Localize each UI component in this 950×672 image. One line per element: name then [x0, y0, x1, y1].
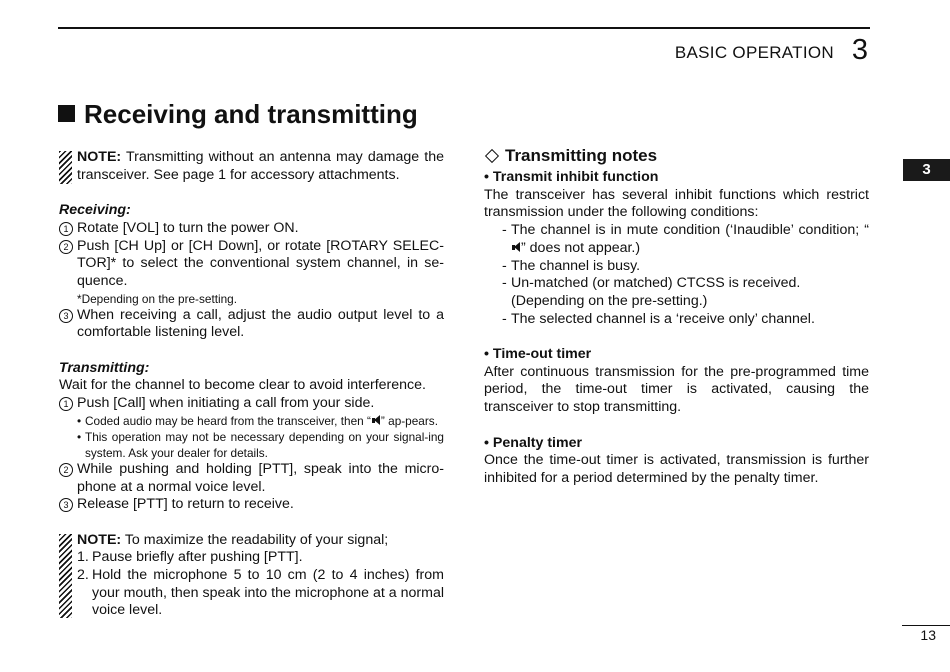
page-title — [58, 99, 418, 130]
transmitting-intro: Wait for the channel to become clear to avoid interference. — [59, 377, 426, 394]
penalty-heading: • Penalty timer — [484, 434, 583, 451]
step-number-icon: 1 — [59, 222, 73, 236]
condition-item: - Un-matched (or matched) CTCSS is received. (Depending on the pre-setting.) — [502, 275, 801, 309]
transmitting-notes-heading: Transmitting notes — [484, 146, 869, 166]
bullet-item: • This operation may not be necessary depending on your signal-ing system. Ask your dealer for details. — [77, 429, 444, 460]
step-number-icon: 1 — [59, 397, 73, 411]
inhibit-text: The transceiver has several inhibit functions which restrict transmission under the following conditions: — [484, 186, 869, 221]
section-title: BASIC OPERATION — [674, 43, 834, 62]
transmitting-step: 1 Push [Call] when initiating a call from your side. — [59, 395, 444, 413]
receiving-step: 3 When receiving a call, adjust the audio output level to a comfortable listening level. — [59, 307, 444, 342]
timeout-heading: • Time-out timer — [484, 346, 592, 363]
condition-item: - The channel is in mute condition (‘Inaudible’ condition; “” does not appear.) — [502, 222, 869, 256]
receiving-heading: Receiving: — [59, 202, 131, 219]
transmitting-step: 2 While pushing and holding [PTT], speak into the micro-phone at a normal voice level. — [59, 461, 444, 496]
speaker-icon — [512, 242, 520, 253]
page-title-text: Receiving and transmitting — [84, 99, 418, 129]
page-number-rule — [902, 625, 950, 626]
condition-item: - The channel is busy. — [502, 257, 641, 274]
condition-item: - The selected channel is a ‘receive only’ channel. — [502, 310, 815, 327]
square-bullet-icon — [58, 105, 75, 122]
note-label: NOTE: — [77, 531, 122, 548]
bullet-item: • Coded audio may be heard from the transceiver, then “ ” ap-pears. — [77, 413, 438, 428]
step-number-icon: 3 — [59, 309, 73, 323]
right-column — [484, 146, 869, 488]
step-number-icon: 3 — [59, 498, 73, 512]
timeout-text: After continuous transmission for the pre-programmed time period, the time-out timer is activated, causing the transceiver to stop transmitting. — [484, 363, 869, 416]
penalty-text: Once the time-out timer is activated, transmission is further inhibited for a period determined by the penalty timer. — [484, 452, 869, 486]
page-number: 13 — [920, 627, 936, 643]
left-column — [59, 149, 444, 620]
receiving-step: 1 Rotate [VOL] to turn the power ON. — [59, 220, 444, 238]
chapter-tab: 3 — [903, 159, 950, 181]
receiving-step: 2 Push [CH Up] or [CH Down], or rotate [ROTARY SELEC-TOR]* to select the conventional system channel, in se-quence. — [59, 238, 444, 291]
transmitting-heading: Transmitting: — [59, 359, 150, 376]
footnote: *Depending on the pre-setting. — [77, 291, 238, 306]
antenna-note — [59, 149, 444, 184]
step-number-icon: 2 — [59, 463, 73, 477]
note-list-item: 1. Pause briefly after pushing [PTT]. — [77, 549, 303, 566]
section-number: 3 — [851, 34, 868, 66]
note-label: NOTE: — [77, 149, 122, 165]
speaker-icon — [372, 415, 380, 426]
note-list-item: 2. Hold the microphone 5 to 10 cm (2 to 4 inches) from your mouth, then speak into the microphone at a normal voice level. — [77, 567, 444, 619]
note-hatch-icon — [59, 151, 72, 184]
note-text: To maximize the readability of your signal; — [121, 531, 389, 548]
diamond-icon — [485, 148, 499, 162]
inhibit-heading: • Transmit inhibit function — [484, 169, 659, 185]
note-text: Transmitting without an antenna may damage the transceiver. See page 1 for accessory attachments. — [77, 149, 444, 183]
step-number-icon: 2 — [59, 240, 73, 254]
readability-note — [59, 532, 444, 621]
header-rule — [58, 27, 870, 29]
transmitting-step: 3 Release [PTT] to return to receive. — [59, 496, 444, 514]
